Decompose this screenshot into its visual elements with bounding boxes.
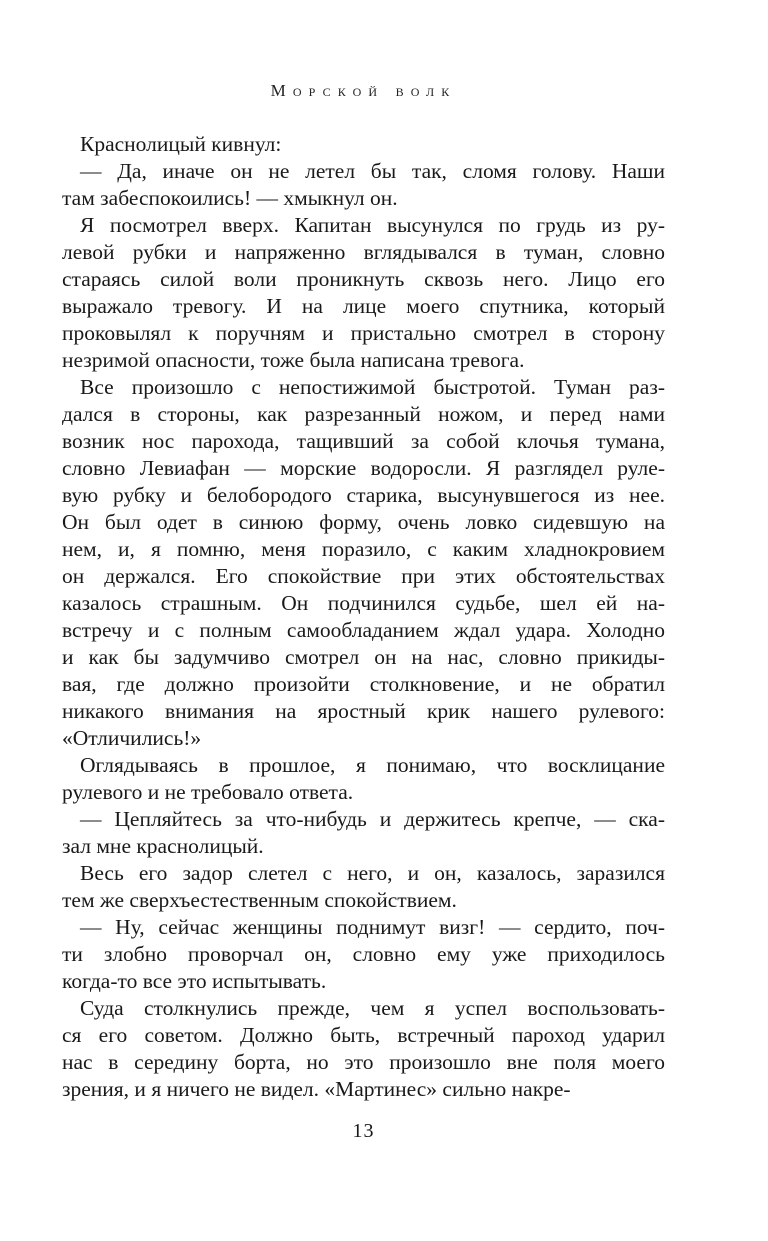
text-line: вая, где должно произойти столкновение, и не обратил — [62, 672, 665, 696]
paragraph — [62, 158, 665, 212]
paragraph — [62, 806, 665, 860]
text-line: Оглядываясь в прошлое, я понимаю, что восклицание — [80, 753, 665, 777]
text-line: Суда столкнулись прежде, чем я успел воспользовать- — [80, 996, 665, 1020]
text-line: зрения, и я ничего не видел. «Мартинес» сильно накре- — [62, 1077, 571, 1101]
text-line: проковылял к поручням и пристально смотрел в сторону — [62, 321, 665, 345]
text-line: — Ну, сейчас женщины поднимут визг! — сердито, поч- — [80, 915, 665, 939]
text-line: и как бы задумчиво смотрел он на нас, словно прикиды- — [62, 645, 665, 669]
running-head: Морской волк — [270, 81, 457, 100]
text-line: Он был одет в синюю форму, очень ловко сидевшую на — [62, 510, 665, 534]
text-line: «Отличились!» — [62, 726, 202, 750]
text-line: вую рубку и белобородого старика, высунувшегося из нее. — [62, 483, 665, 507]
text-line: встречу и с полным самообладанием ждал удара. Холодно — [62, 618, 665, 642]
text-line: рулевого и не требовало ответа. — [62, 780, 354, 804]
text-line: дался в стороны, как разрезанный ножом, и перед нами — [62, 402, 665, 426]
text-line: когда-то все это испытывать. — [62, 969, 327, 993]
text-line: тем же сверхъестественным спокойствием. — [62, 888, 457, 912]
text-line: левой рубки и напряженно вглядывался в туман, словно — [62, 240, 665, 264]
text-block — [62, 131, 665, 1103]
page-number: 13 — [352, 1120, 375, 1142]
text-line: он держался. Его спокойствие при этих обстоятельствах — [62, 564, 665, 588]
text-line: словно Левиафан — морские водоросли. Я разглядел руле- — [62, 456, 665, 480]
text-line: Все произошло с непостижимой быстротой. Туман раз- — [80, 375, 665, 399]
text-line: — Цепляйтесь за что-нибудь и держитесь крепче, — ска- — [80, 807, 665, 831]
paragraph — [62, 212, 665, 374]
paragraph — [62, 752, 665, 806]
text-line: нас в середину борта, но это произошло вне поля моего — [62, 1050, 665, 1074]
text-line: возник нос парохода, тащивший за собой клочья тумана, — [62, 429, 665, 453]
text-line: незримой опасности, тоже была написана тревога. — [62, 348, 525, 372]
text-line: ти злобно проворчал он, словно ему уже приходилось — [62, 942, 665, 966]
text-line: никакого внимания на яростный крик нашего рулевого: — [62, 699, 665, 723]
paragraph — [62, 914, 665, 995]
text-line: стараясь силой воли проникнуть сквозь него. Лицо его — [62, 267, 665, 291]
text-line: Весь его задор слетел с него, и он, казалось, заразился — [80, 861, 665, 885]
paragraph — [62, 374, 665, 752]
text-line: зал мне краснолицый. — [62, 834, 264, 858]
text-line: нем, и, я помню, меня поразило, с каким хладнокровием — [62, 537, 665, 561]
paragraph — [62, 131, 665, 158]
text-line: ся его советом. Должно быть, встречный пароход ударил — [62, 1023, 665, 1047]
text-line: казалось страшным. Он подчинился судьбе, шел ей на- — [62, 591, 665, 615]
text-line: — Да, иначе он не летел бы так, сломя голову. Наши — [80, 159, 665, 183]
text-line: выражало тревогу. И на лице моего спутника, который — [62, 294, 665, 318]
text-line: там забеспокоились! — хмыкнул он. — [62, 186, 398, 210]
paragraph — [62, 995, 665, 1103]
paragraph — [62, 860, 665, 914]
text-line: Я посмотрел вверх. Капитан высунулся по грудь из ру- — [80, 213, 665, 237]
text-line: Краснолицый кивнул: — [80, 132, 282, 156]
